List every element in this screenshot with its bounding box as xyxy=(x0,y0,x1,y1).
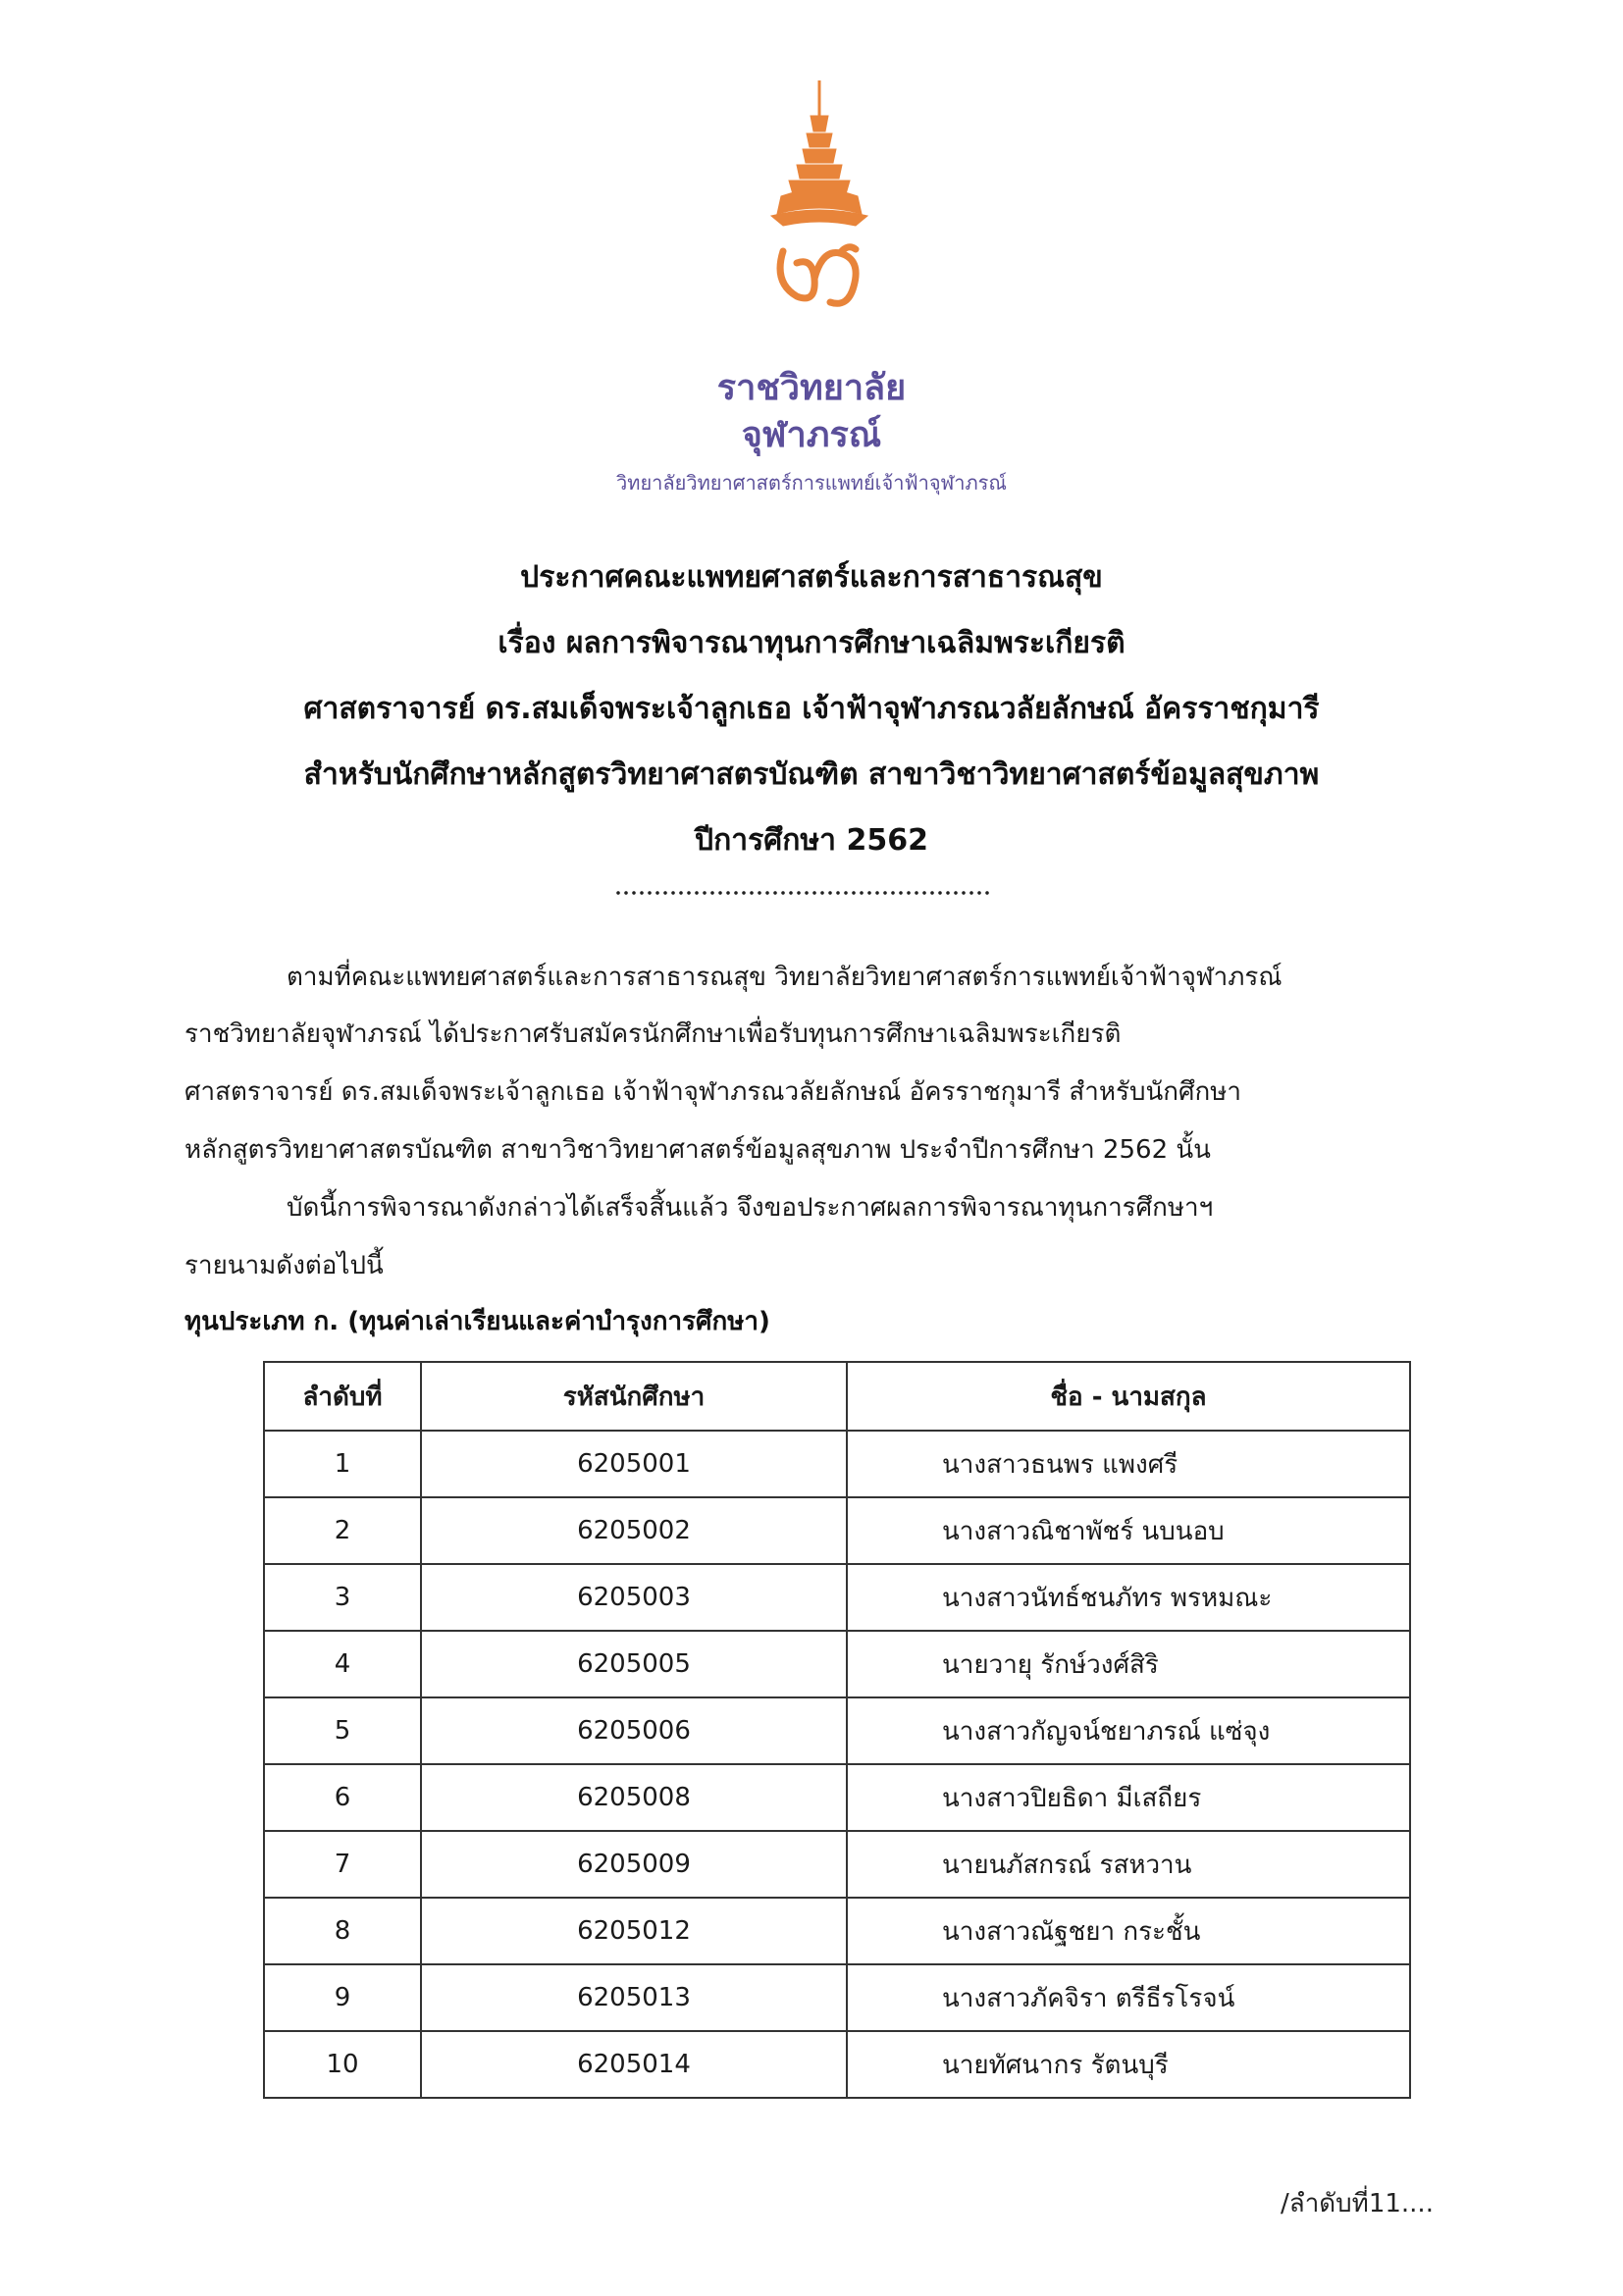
body-paragraph-line: รายนามดังต่อไปนี้ xyxy=(184,1251,384,1280)
cell-no: 1 xyxy=(264,1431,421,1497)
column-header-no: ลำดับที่ xyxy=(264,1362,421,1431)
table-row xyxy=(264,1631,1410,1697)
body-paragraph-line: หลักสูตรวิทยาศาสตรบัณฑิต สาขาวิชาวิทยาศาสตร์ข้อมูลสุขภาพ ประจำปีการศึกษา 2562 นั้น xyxy=(184,1135,1211,1165)
cell-name: นายทัศนากร รัตนบุรี xyxy=(847,2031,1410,2098)
body-paragraph-line: บัดนี้การพิจารณาดังกล่าวได้เสร็จสิ้นแล้ว จึงขอประกาศผลการพิจารณาทุนการศึกษาฯ xyxy=(287,1193,1214,1223)
institution-name-line2: จุฬาภรณ์ xyxy=(741,415,882,455)
cell-no: 7 xyxy=(264,1831,421,1898)
cell-no: 5 xyxy=(264,1697,421,1764)
cell-name: นางสาวนัทธ์ชนภัทร พรหมณะ xyxy=(847,1564,1410,1631)
cell-student-id: 6205006 xyxy=(421,1697,847,1764)
cell-student-id: 6205008 xyxy=(421,1764,847,1831)
announcement-title-line4: สำหรับนักศึกษาหลักสูตรวิทยาศาสตรบัณฑิต สาขาวิชาวิทยาศาสตร์ข้อมูลสุขภาพ xyxy=(303,757,1320,792)
table-row xyxy=(264,1898,1410,1964)
cell-student-id: 6205009 xyxy=(421,1831,847,1898)
scholarship-type-heading: ทุนประเภท ก. (ทุนค่าเล่าเรียนและค่าบำรุงการศึกษา) xyxy=(184,1307,770,1336)
cell-name: นางสาวกัญจน์ชยาภรณ์ แซ่จุง xyxy=(847,1697,1410,1764)
body-paragraph-line: ศาสตราจารย์ ดร.สมเด็จพระเจ้าลูกเธอ เจ้าฟ้าจุฬาภรณวลัยลักษณ์ อัครราชกุมารี สำหรับนักศึกษา xyxy=(184,1077,1241,1107)
cell-student-id: 6205005 xyxy=(421,1631,847,1697)
column-header-name: ชื่อ - นามสกุล xyxy=(847,1362,1410,1431)
cell-no: 2 xyxy=(264,1497,421,1564)
cell-student-id: 6205003 xyxy=(421,1564,847,1631)
table-row xyxy=(264,1964,1410,2031)
cell-student-id: 6205013 xyxy=(421,1964,847,2031)
table-row xyxy=(264,1831,1410,1898)
column-header-student-id: รหัสนักศึกษา xyxy=(421,1362,847,1431)
cell-name: นางสาวธนพร แพงศรี xyxy=(847,1431,1410,1497)
cell-no: 9 xyxy=(264,1964,421,2031)
cell-name: นางสาวณิชาพัชร์ นบนอบ xyxy=(847,1497,1410,1564)
cell-no: 4 xyxy=(264,1631,421,1697)
cell-student-id: 6205002 xyxy=(421,1497,847,1564)
cell-name: นางสาวณัฐชยา กระชั้น xyxy=(847,1898,1410,1964)
cell-no: 6 xyxy=(264,1764,421,1831)
cell-student-id: 6205014 xyxy=(421,2031,847,2098)
cell-student-id: 6205001 xyxy=(421,1431,847,1497)
table-row xyxy=(264,2031,1410,2098)
table-row xyxy=(264,1697,1410,1764)
college-emblem-logo xyxy=(746,77,893,332)
cell-name: นายวายุ รักษ์วงศ์สิริ xyxy=(847,1631,1410,1697)
cell-name: นางสาวภัคจิรา ตรีธีรโรจน์ xyxy=(847,1964,1410,2031)
cell-name: นางสาวปิยธิดา มีเสถียร xyxy=(847,1764,1410,1831)
cell-no: 8 xyxy=(264,1898,421,1964)
body-paragraph-line: ตามที่คณะแพทยศาสตร์และการสาธารณสุข วิทยาลัยวิทยาศาสตร์การแพทย์เจ้าฟ้าจุฬาภรณ์ xyxy=(287,963,1283,992)
continuation-note: /ลำดับที่11.... xyxy=(1281,2189,1434,2218)
announcement-title-line3: ศาสตราจารย์ ดร.สมเด็จพระเจ้าลูกเธอ เจ้าฟ้าจุฬาภรณวลัยลักษณ์ อัครราชกุมารี xyxy=(303,692,1320,726)
table-row xyxy=(264,1564,1410,1631)
cell-student-id: 6205012 xyxy=(421,1898,847,1964)
table-row xyxy=(264,1497,1410,1564)
institution-name-line1: ราชวิทยาลัย xyxy=(716,368,907,408)
college-name: วิทยาลัยวิทยาศาสตร์การแพทย์เจ้าฟ้าจุฬาภรณ์ xyxy=(616,471,1007,495)
cell-no: 10 xyxy=(264,2031,421,2098)
announcement-title-line2: เรื่อง ผลการพิจารณาทุนการศึกษาเฉลิมพระเกียรติ xyxy=(497,626,1126,660)
table-row xyxy=(264,1431,1410,1497)
cell-name: นายนภัสกรณ์ รสหวาน xyxy=(847,1831,1410,1898)
body-paragraph-line: ราชวิทยาลัยจุฬาภรณ์ ได้ประกาศรับสมัครนักศึกษาเพื่อรับทุนการศึกษาเฉลิมพระเกียรติ xyxy=(184,1019,1122,1049)
table-row xyxy=(264,1764,1410,1831)
table-header-row xyxy=(264,1362,1410,1431)
cell-no: 3 xyxy=(264,1564,421,1631)
announcement-title-line5: ปีการศึกษา 2562 xyxy=(695,823,928,858)
announcement-title-line1: ประกาศคณะแพทยศาสตร์และการสาธารณสุข xyxy=(520,560,1103,595)
scholarship-recipients-table xyxy=(263,1361,1411,2099)
dotted-divider xyxy=(614,889,991,897)
